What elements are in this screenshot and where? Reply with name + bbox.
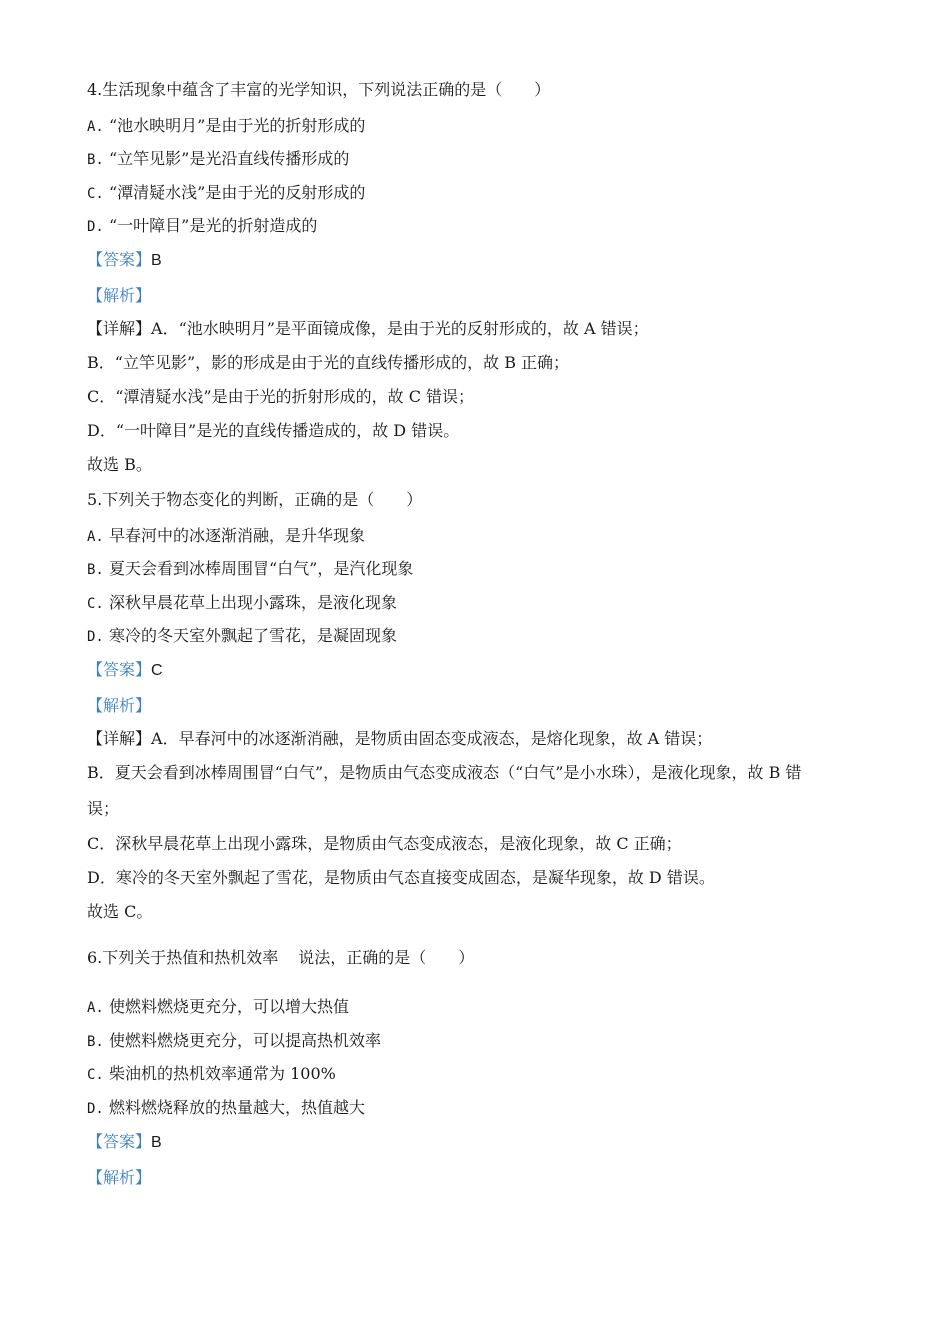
q4-explanation-4: D．“一叶障目”是光的直线传播造成的，故 D 错误。 xyxy=(87,421,460,440)
option-letter: A. xyxy=(87,1000,104,1016)
q5-explanation-2-cont: 误； xyxy=(87,799,120,818)
option-text: “立竿见影”是光沿直线传播形成的 xyxy=(109,149,350,168)
q4-explanation-1 xyxy=(87,318,649,340)
option-text: 深秋早晨花草上出现小露珠，是液化现象 xyxy=(109,593,398,612)
q6-answer xyxy=(87,1131,162,1154)
option-text: “潭清疑水浅”是由于光的反射形成的 xyxy=(109,183,366,202)
stem-part-1: 6.下列关于热值和热机效率 xyxy=(87,948,279,967)
option-text: 柴油机的热机效率通常为 100% xyxy=(109,1064,336,1083)
option-letter: A. xyxy=(87,529,104,545)
q5-option-c xyxy=(87,592,397,615)
q5-option-b xyxy=(87,558,413,581)
q6-option-b xyxy=(87,1030,381,1053)
option-text: “池水映明月”是由于光的折射形成的 xyxy=(109,116,366,135)
option-letter: D. xyxy=(87,629,104,645)
option-letter: B. xyxy=(87,1034,104,1050)
question-4-stem: 4.生活现象中蕴含了丰富的光学知识，下列说法正确的是（ ） xyxy=(87,80,551,99)
q4-conclusion: 故选 B。 xyxy=(87,455,152,474)
answer-tag: 【答案】 xyxy=(87,250,152,269)
option-text: 夏天会看到冰棒周围冒“白气”，是汽化现象 xyxy=(109,559,414,578)
q5-explanation-3: C．深秋早晨花草上出现小露珠，是物质由气态变成液态，是液化现象，故 C 正确； xyxy=(87,834,682,853)
q4-option-c xyxy=(87,182,365,205)
detail-tag: 【详解】 xyxy=(87,319,152,338)
q6-option-d xyxy=(87,1097,365,1120)
option-letter: B. xyxy=(87,152,104,168)
option-letter: C. xyxy=(87,596,104,612)
option-text: 使燃料燃烧更充分，可以提高热机效率 xyxy=(109,1031,382,1050)
question-5-stem: 5.下列关于物态变化的判断，正确的是（ ） xyxy=(87,490,423,509)
q5-conclusion: 故选 C。 xyxy=(87,902,153,921)
q5-option-a xyxy=(87,525,365,548)
q4-option-a xyxy=(87,115,365,138)
option-text: 寒冷的冬天室外飘起了雪花，是凝固现象 xyxy=(109,626,398,645)
option-letter: C. xyxy=(87,1067,104,1083)
q4-option-d xyxy=(87,215,317,238)
option-text: 使燃料燃烧更充分，可以增大热值 xyxy=(109,997,350,1016)
option-letter: A. xyxy=(87,119,104,135)
q4-answer xyxy=(87,249,162,272)
q5-answer xyxy=(87,659,163,682)
q4-analysis-tag: 【解析】 xyxy=(87,286,152,305)
answer-value: B xyxy=(151,252,162,269)
option-text: 早春河中的冰逐渐消融，是升华现象 xyxy=(109,526,366,545)
option-letter: D. xyxy=(87,219,104,235)
q6-analysis-tag: 【解析】 xyxy=(87,1168,152,1187)
stem-part-2: 说法，正确的是（ ） xyxy=(298,948,475,967)
q4-explanation-2: B．“立竿见影”，影的形成是由于光的直线传播形成的，故 B 正确； xyxy=(87,353,570,372)
q6-option-c xyxy=(87,1063,336,1086)
answer-value: B xyxy=(151,1134,162,1151)
q5-analysis-tag: 【解析】 xyxy=(87,696,152,715)
answer-value: C xyxy=(151,662,163,679)
q5-explanation-4: D．寒冷的冬天室外飘起了雪花，是物质由气态直接变成固态，是凝华现象，故 D 错误。 xyxy=(87,868,715,887)
detail-tag: 【详解】 xyxy=(87,729,152,748)
q5-explanation-2: B．夏天会看到冰棒周围冒“白气”，是物质由气态变成液态（“白气”是小水珠），是液化现象，故 B 错 xyxy=(87,763,802,782)
explanation-text: A．“池水映明月”是平面镜成像，是由于光的反射形成的，故 A 错误； xyxy=(151,319,649,338)
option-letter: C. xyxy=(87,186,104,202)
option-text: “一叶障目”是光的折射造成的 xyxy=(109,216,318,235)
option-letter: D. xyxy=(87,1101,104,1117)
option-text: 燃料燃烧释放的热量越大，热值越大 xyxy=(109,1098,366,1117)
question-6-stem xyxy=(87,947,474,969)
answer-tag: 【答案】 xyxy=(87,660,152,679)
answer-tag: 【答案】 xyxy=(87,1132,152,1151)
q5-explanation-1 xyxy=(87,728,712,750)
q5-option-d xyxy=(87,625,397,648)
explanation-text: A．早春河中的冰逐渐消融，是物质由固态变成液态，是熔化现象，故 A 错误； xyxy=(151,729,713,748)
q6-option-a xyxy=(87,996,349,1019)
q4-option-b xyxy=(87,148,349,171)
option-letter: B. xyxy=(87,562,104,578)
q4-explanation-3: C．“潭清疑水浅”是由于光的折射形成的，故 C 错误； xyxy=(87,387,475,406)
